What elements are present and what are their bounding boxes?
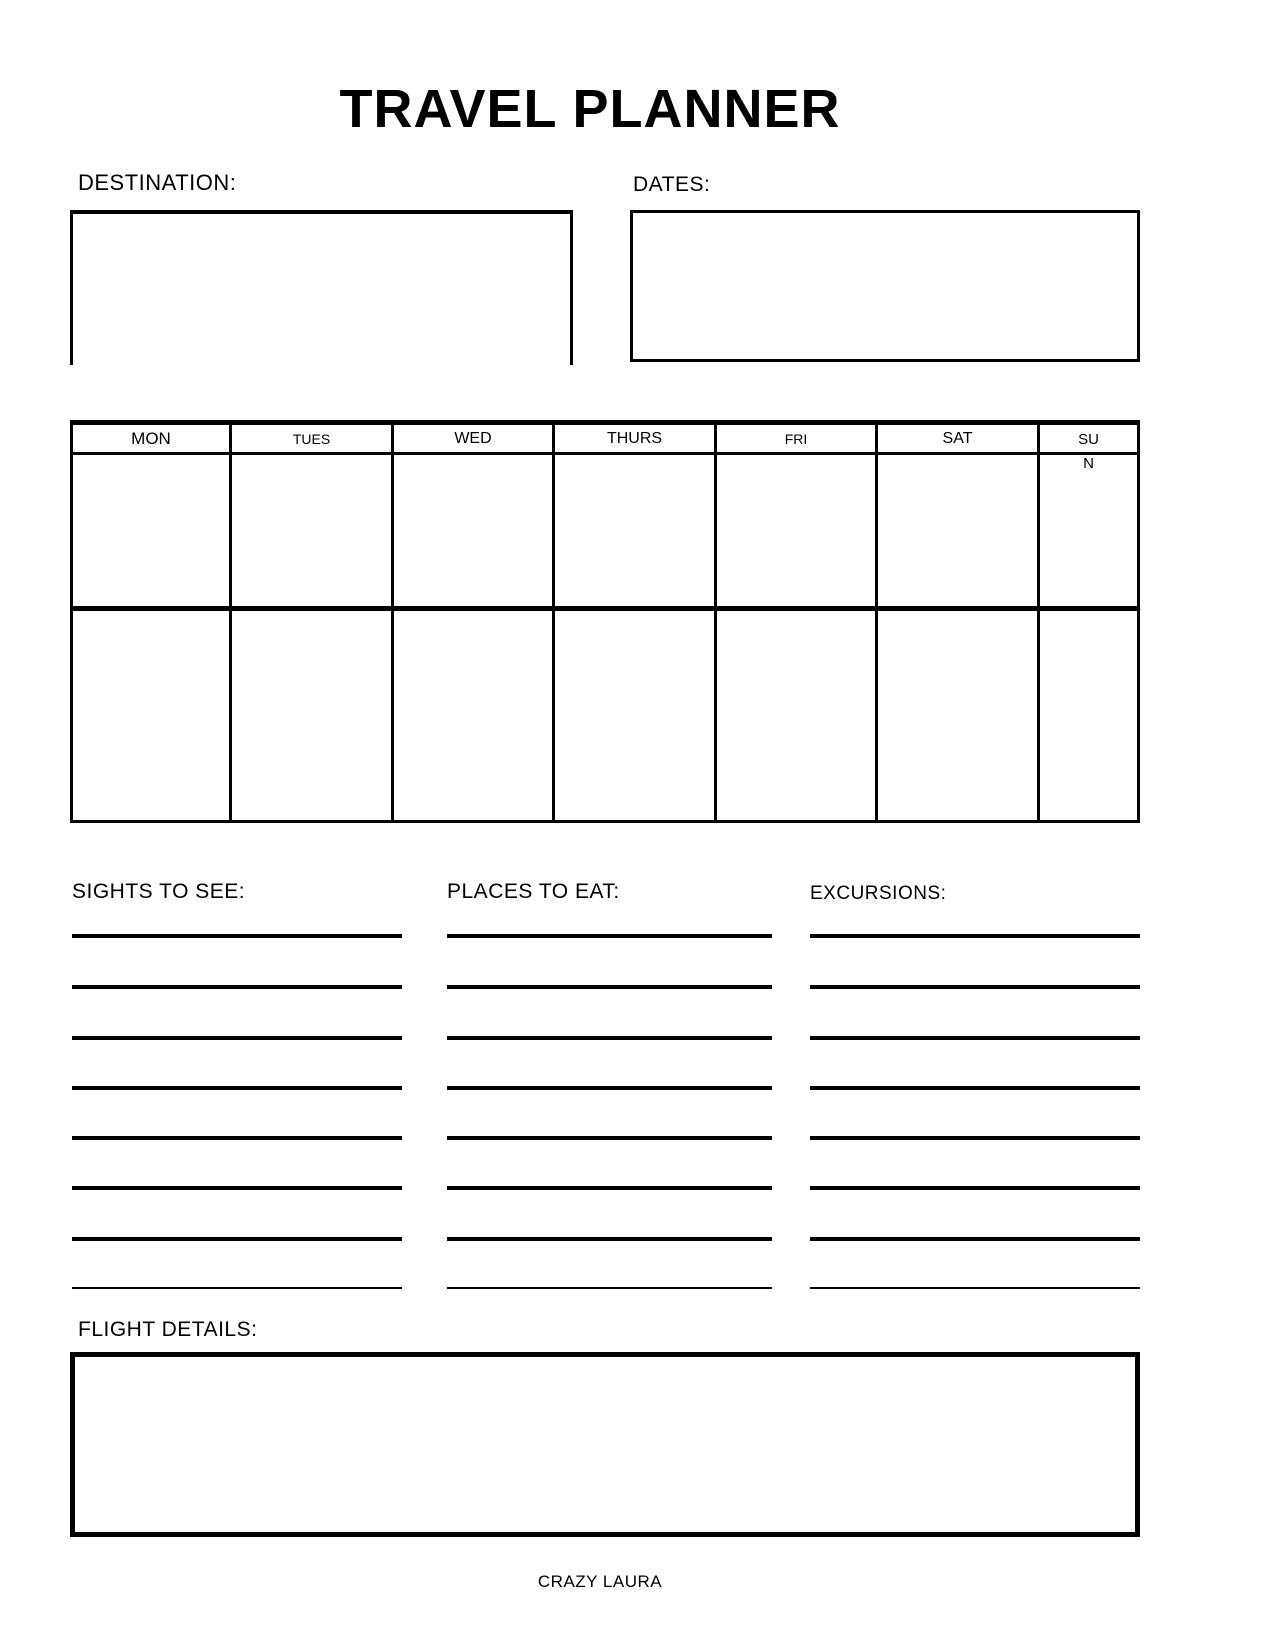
day-header-label: SUN: [1078, 431, 1099, 472]
calendar-cell-mon-week2[interactable]: [73, 611, 232, 820]
excursions-entry-line[interactable]: [810, 1287, 1140, 1289]
calendar-cell-sun-week2[interactable]: [1040, 611, 1137, 820]
excursions-entry-line[interactable]: [810, 1036, 1140, 1040]
flight-details-label: FLIGHT DETAILS:: [78, 1318, 258, 1341]
calendar-cell-tues-week2[interactable]: [232, 611, 394, 820]
day-header-sat: [878, 425, 1040, 455]
excursions-entry-line[interactable]: [810, 1186, 1140, 1190]
calendar-cell-sat-week2[interactable]: [878, 611, 1040, 820]
places-to-eat-list: [447, 880, 772, 1300]
sights-entry-line[interactable]: [72, 1186, 402, 1190]
day-header-sun: [1040, 425, 1137, 472]
day-header-fri: [717, 425, 878, 455]
day-header-tues: [232, 425, 394, 455]
page-title: TRAVEL PLANNER: [339, 79, 841, 139]
calendar-cell-sat-week1[interactable]: [878, 455, 1040, 611]
day-header-wed: [394, 425, 555, 455]
calendar-cell-wed-week2[interactable]: [394, 611, 555, 820]
places-entry-line[interactable]: [447, 934, 772, 938]
dates-label: DATES:: [633, 173, 711, 196]
calendar-cell-sun-week1[interactable]: [1040, 455, 1137, 611]
day-header-label: MON: [131, 428, 171, 448]
excursions-entry-line[interactable]: [810, 985, 1140, 989]
places-entry-line[interactable]: [447, 1136, 772, 1140]
dates-input-box[interactable]: [630, 210, 1140, 362]
sights-entry-line[interactable]: [72, 934, 402, 938]
sights-to-see-label: SIGHTS TO SEE:: [72, 880, 246, 903]
places-entry-line[interactable]: [447, 1186, 772, 1190]
places-entry-line[interactable]: [447, 985, 772, 989]
excursions-entry-line[interactable]: [810, 1136, 1140, 1140]
footer-credit: CRAZY LAURA: [537, 1572, 663, 1591]
day-header-label: FRI: [784, 430, 808, 447]
sights-entry-line[interactable]: [72, 1086, 402, 1090]
sights-to-see-list: [72, 880, 402, 1300]
day-header-label: WED: [454, 429, 492, 447]
places-entry-line[interactable]: [447, 1237, 772, 1241]
day-header-label: THURS: [606, 429, 663, 447]
calendar-cell-tues-week1[interactable]: [232, 455, 394, 611]
places-entry-line[interactable]: [447, 1086, 772, 1090]
calendar-cell-fri-week1[interactable]: [717, 455, 878, 611]
excursions-entry-line[interactable]: [810, 1237, 1140, 1241]
calendar-cell-thurs-week2[interactable]: [555, 611, 717, 820]
weekly-calendar-table: [70, 420, 1140, 823]
places-entry-line[interactable]: [447, 1036, 772, 1040]
places-entry-line[interactable]: [447, 1287, 772, 1289]
calendar-cell-mon-week1[interactable]: [73, 455, 232, 611]
destination-label: DESTINATION:: [78, 170, 237, 195]
day-header-label: TUES: [292, 430, 331, 447]
sights-entry-line[interactable]: [72, 985, 402, 989]
sights-entry-line[interactable]: [72, 1036, 402, 1040]
day-header-label: SAT: [942, 429, 973, 447]
calendar-cell-fri-week2[interactable]: [717, 611, 878, 820]
sights-entry-line[interactable]: [72, 1136, 402, 1140]
excursions-list: [810, 880, 1140, 1300]
destination-input-box[interactable]: [70, 210, 573, 365]
day-header-thurs: [555, 425, 717, 455]
excursions-entry-line[interactable]: [810, 1086, 1140, 1090]
excursions-entry-line[interactable]: [810, 934, 1140, 938]
flight-details-input-box[interactable]: [70, 1352, 1140, 1537]
excursions-label: EXCURSIONS:: [810, 883, 947, 904]
places-to-eat-label: PLACES TO EAT:: [447, 880, 620, 903]
sights-entry-line[interactable]: [72, 1237, 402, 1241]
calendar-cell-thurs-week1[interactable]: [555, 455, 717, 611]
calendar-cell-wed-week1[interactable]: [394, 455, 555, 611]
day-header-mon: [73, 425, 232, 455]
sights-entry-line[interactable]: [72, 1287, 402, 1289]
